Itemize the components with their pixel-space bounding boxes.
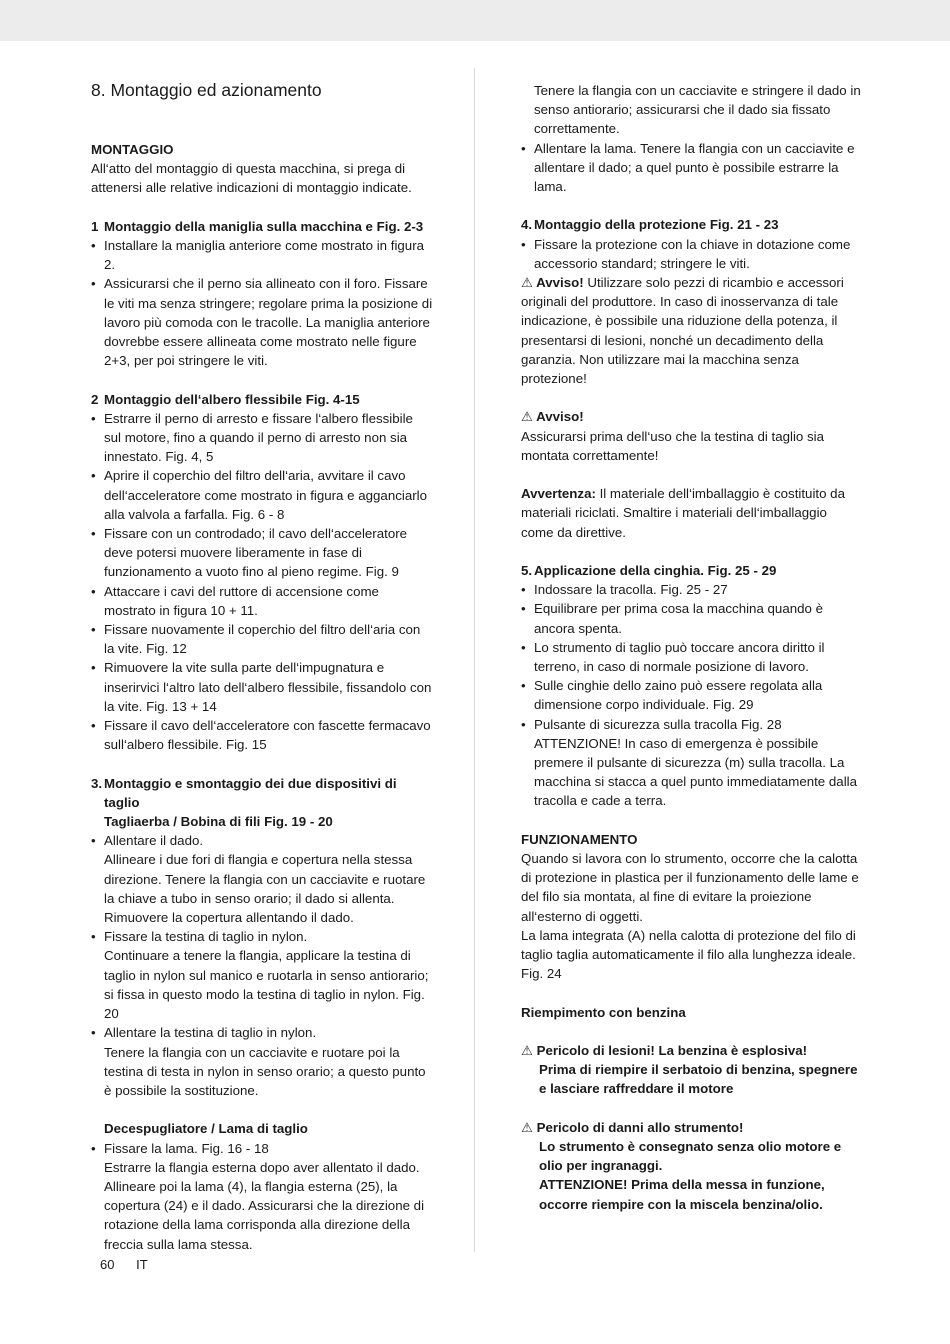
list-item: • Sulle cinghie dello zaino può essere regolata alla dimensione corpo individuale. Fig. 29 [521,676,863,714]
warning-paragraph-parts [521,273,863,388]
list-item: • Allentare la lama. Tenere la flangia con un cacciavite e allentare il dado; a quel punto è possibile estrarre la lama. [521,139,863,197]
section-2-title-text: Montaggio dell‘albero flessibile Fig. 4-15 [104,391,360,407]
note-paragraph [521,484,863,542]
list-item: • Assicurarsi che il perno sia allineato con il foro. Fissare le viti ma senza stringere; regolare prima la posizione di lavoro più comoda con le tracolle. La maniglia anteriore dovrebbe essere allineata come mostrato nelle figure 2+3, per poi stringere le viti. [91,274,433,370]
list-item: • Rimuovere la vite sulla parte dell‘impugnatura e inserirvici l‘altro lato dell‘albero flessibile, fissandolo con la vite. Fig. 13 + 14 [91,658,433,716]
danger-label-damage: ⚠ Pericolo di danni allo strumento! [521,1119,744,1135]
language-code: IT [136,1257,148,1272]
fuel-heading: Riempimento con benzina [521,1004,686,1020]
section-3-title [91,774,433,812]
section-3-title-text: Montaggio e smontaggio dei due dispositivi di taglio [104,775,397,810]
list-item: • Equilibrare per prima cosa la macchina quando è ancora spenta. [521,599,863,637]
danger-attention: ATTENZIONE! Prima della messa in funzione, occorre riempire con la miscela benzina/olio. [539,1177,825,1212]
warning-text-2: Assicurarsi prima dell‘uso che la testina di taglio sia montata correttamente! [521,428,825,463]
montaggio-heading: MONTAGGIO [91,142,174,157]
list-item: • Fissare la protezione con la chiave in dotazione come accessorio standard; stringere le viti. [521,235,863,273]
list-item: • Lo strumento di taglio può toccare ancora diritto il terreno, in caso di normale posizione di lavoro. [521,638,863,676]
list-item-continuation: Allineare i due fori di flangia e copertura nella stessa direzione. Tenere la flangia con un cacciavite e ruotare la chiave a tubo in senso orario; il dado si allenta. Rimuovere la copertura allentando il dado. [104,852,426,926]
danger-text-damage: Lo strumento è consegnato senza olio motore e olio per ingranaggi. [539,1139,842,1174]
section-2-title [91,390,433,409]
section-1-title [91,217,433,236]
list-item: • Allentare la testina di taglio in nylon. [91,1023,433,1042]
list-item: • Fissare la testina di taglio in nylon. [91,927,433,946]
page-footer [100,1257,166,1272]
left-column [91,78,433,1254]
montaggio-intro: All‘atto del montaggio di questa macchina, si prega di attenersi alle relative indicazioni di montaggio indicate. [91,161,412,196]
section-3-subheading-trimmer: Tagliaerba / Bobina di fili Fig. 19 - 20 [104,814,333,830]
section-4-title [521,215,863,234]
list-item: • Attaccare i cavi del ruttore di accensione come mostrato in figura 10 + 11. [91,582,433,620]
page-number: 60 [100,1257,115,1272]
list-item: • Aprire il coperchio del filtro dell‘aria, avvitare il cavo dell‘acceleratore come mostrato in figura e agganciarlo alla valvola a farfalla. Fig. 6 - 8 [91,466,433,524]
list-item: • Estrarre il perno di arresto e fissare l‘albero flessibile sul motore, fino a quando il perno di arresto non sia innestato. Fig. 4, 5 [91,409,433,467]
section-5-number: 5. [521,563,533,579]
funzionamento-paragraph-2: La lama integrata (A) nella calotta di protezione del filo di taglio taglia automaticamente il filo alla lunghezza ideale. Fig. 24 [521,927,856,982]
warning-label-2: ⚠ Avviso! [521,409,584,425]
column-divider [474,68,475,1252]
list-item-continuation: Continuare a tenere la flangia, applicare la testina di taglio in nylon sul manico e ruotarla in senso antiorario; si fissa in questo modo la testina di taglio in nylon. Fig. 20 [104,948,429,1022]
section-5-title [521,561,863,580]
section-3-subheading-blade: Decespugliatore / Lama di taglio [104,1121,308,1137]
top-bar [0,0,950,41]
list-item: • Fissare con un controdado; il cavo dell‘acceleratore deve potersi muovere liberamente in fase di funzionamento a vuoto fino al pieno regime. Fig. 9 [91,524,433,582]
funzionamento-heading: FUNZIONAMENTO [521,831,638,847]
list-item: • Fissare la lama. Fig. 16 - 18 [91,1139,433,1158]
list-item: • Pulsante di sicurezza sulla tracolla Fig. 28 ATTENZIONE! In caso di emergenza è possibile premere il pulsante di sicurezza (m) sulla tracolla. La macchina si stacca a quel punto immediatamente dalla tracolla e cade a terra. [521,715,863,811]
note-label: Avvertenza: [521,486,596,502]
danger-text-injury: Prima di riempire il serbatoio di benzina, spegnere e lasciare raffreddare il motore [539,1062,858,1097]
section-4-title-text: Montaggio della protezione Fig. 21 - 23 [534,217,779,233]
section-2-number: 2 [91,391,99,407]
list-item-continuation: Estrarre la flangia esterna dopo aver allentato il dado. Allineare poi la lama (4), la flangia esterna (25), la copertura (24) e il dado. Assicurarsi che la direzione di rotazione della lama corrisponda alla direzione della freccia sulla lama stessa. [104,1159,425,1252]
list-item: • Fissare il cavo dell‘acceleratore con fascette fermacavo sull‘albero flessibile. Fig. 15 [91,716,433,754]
section-3-number: 3. [91,775,103,791]
right-column [521,81,863,1214]
warning-label: ⚠ Avviso! [521,275,584,291]
funzionamento-paragraph-1: Quando si lavora con lo strumento, occorre che la calotta di protezione in plastica per il funzionamento delle lame e del filo sia montata, al fine di evitare la proiezione all‘esterno di oggetti. [521,851,859,924]
section-4-number: 4. [521,217,533,233]
page-title: 8. Montaggio ed azionamento [91,80,322,100]
list-item: • Installare la maniglia anteriore come mostrato in figura 2. [91,236,433,274]
list-item: • Indossare la tracolla. Fig. 25 - 27 [521,580,863,599]
section-5-title-text: Applicazione della cinghia. Fig. 25 - 29 [534,563,777,579]
section-1-title-text: Montaggio della maniglia sulla macchina e Fig. 2-3 [104,218,424,234]
continued-text: Tenere la flangia con un cacciavite e stringere il dado in senso antiorario; assicurarsi che il dado sia fissato correttamente. [534,83,861,137]
danger-label-injury: ⚠ Pericolo di lesioni! La benzina è esplosiva! [521,1043,808,1059]
section-1-number: 1 [91,218,99,234]
list-item-continuation: Tenere la flangia con un cacciavite e ruotare poi la testina di testa in nylon in senso orario; a questo punto è possibile la sostituzione. [104,1044,426,1098]
list-item: • Fissare nuovamente il coperchio del filtro dell‘aria con la vite. Fig. 12 [91,620,433,658]
list-item: • Allentare il dado. [91,831,433,850]
warning-text: Utilizzare solo pezzi di ricambio e accessori originali del produttore. In caso di inosservanza di tale indicazione, è possibile una riduzione della potenza, il presentarsi di lesioni, nonché un decadimento della garanzia. Non utilizzare mai la macchina senza protezione! [521,275,844,387]
note-text: Il materiale dell‘imballaggio è costituito da materiali riciclati. Smaltire i materiali dell‘imballaggio come da direttive. [521,486,845,540]
